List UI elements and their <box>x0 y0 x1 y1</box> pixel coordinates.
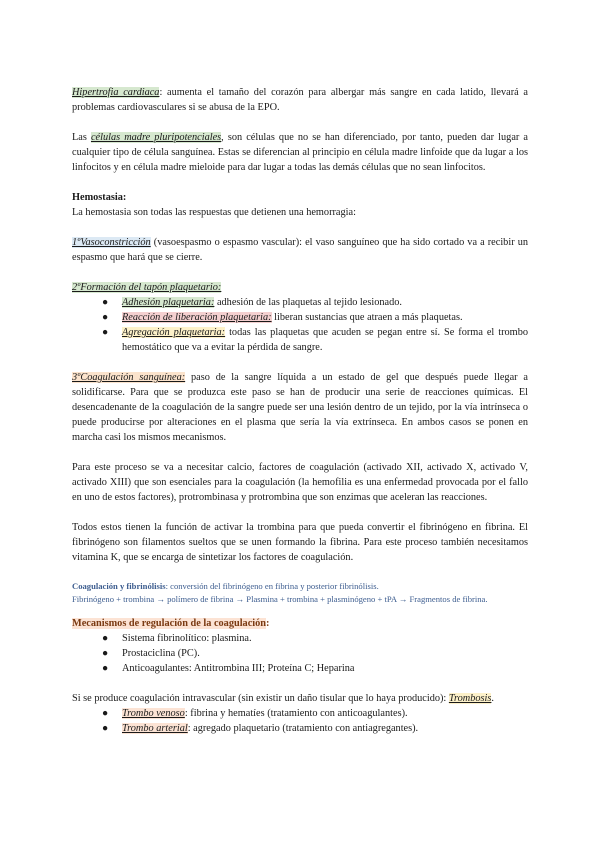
text-hemostasia-intro: La hemostasia son todas las respuestas que detienen una hemorragia: <box>72 207 356 218</box>
text-vasoconstriccion: (vasoespasmo o espasmo vascular): el vaso sanguíneo que ha sido cortado va a recibir un espasmo que hará que se cierre. <box>72 237 528 263</box>
text-reaccion: liberan sustancias que atraen a más plaquetas. <box>271 312 463 323</box>
term-trombosis: Trombosis <box>448 693 492 704</box>
list-tapon-plaquetario <box>72 295 528 355</box>
term-agregacion: Agregación plaquetaria: <box>122 327 226 338</box>
term-trombo-venoso: Trombo venoso <box>122 708 185 719</box>
bullet-icon: ● <box>102 312 109 323</box>
term-tapon-plaquetario: 2ºFormación del tapón plaquetario: <box>72 282 222 293</box>
term-mecanismos: Mecanismos de regulación de la coagulación <box>72 618 267 629</box>
bullet-icon: ● <box>102 663 109 674</box>
text-mecanismo: Sistema fibrinolítico: plasmina. <box>122 633 252 644</box>
text-trombosis-lead: Si se produce coagulación intravascular (sin existir un daño tisular que lo haya producido): <box>72 693 449 704</box>
text-mecanismo: Anticoagulantes: Antitrombina III; Proteína C; Heparina <box>122 663 355 674</box>
paragraph-coagulacion <box>72 370 528 445</box>
term-reaccion: Reacción de liberación plaquetaria: <box>122 312 272 323</box>
list-item-mecanismo <box>102 631 528 646</box>
note-text-1: : conversión del fibrinógeno en fibrina y posterior fibrinólisis. <box>165 581 379 591</box>
bullet-icon: ● <box>102 297 109 308</box>
note-title: Coagulación y fibrinólisis <box>72 581 166 591</box>
bullet-icon: ● <box>102 708 109 719</box>
text-mecanismo: Prostaciclina (PC). <box>122 648 200 659</box>
text-celulas-lead: Las <box>72 132 91 143</box>
list-item-mecanismo <box>102 661 528 676</box>
note-fibrinolisis <box>72 580 528 606</box>
term-celulas-madre: células madre pluripotenciales <box>90 132 222 143</box>
list-item-mecanismo <box>102 646 528 661</box>
text-trombo-venoso: : fibrina y hematíes (tratamiento con anticoagulantes). <box>184 708 408 719</box>
list-trombosis <box>72 706 528 736</box>
paragraph-vasoconstriccion <box>72 235 528 265</box>
term-coagulacion: 3ºCoagulación sanguínea: <box>72 372 186 383</box>
paragraph-calcio: Para este proceso se va a necesitar calcio, factores de coagulación (activado XII, activado X, activado V, activado XIII) que son esenciales para la coagulación (la hemofilia es una enfermedad provocada por el fallo en uno de estos factores), protrombinasa y protrombina que son enzimas que aceleran las reacciones. <box>72 462 528 503</box>
text-coagulacion: paso de la sangre líquida a un estado de gel que después puede llegar a solidificarse. Para que se produzca este paso se han de producir una serie de reacciones químicas. El desencadenante de la coagulación de la sangre puede ser una lesión dentro de un tejido, por la vía intrínseca o puede producirse por alteraciones en el plasma que sería la vía extrínseca. En ambos casos se ponen en marcha casi los mismos mecanismos. <box>72 372 528 443</box>
term-adhesion: Adhesión plaquetaria: <box>122 297 215 308</box>
term-vasoconstriccion: 1ºVasoconstricción <box>72 237 151 248</box>
list-item-agregacion <box>102 325 528 355</box>
heading-tapon-plaquetario <box>72 280 528 295</box>
list-item-reaccion <box>102 310 528 325</box>
paragraph-trombina: Todos estos tienen la función de activar la trombina para que pueda convertir el fibrinógeno en fibrina. El fibrinógeno son filamentos sueltos que se unen formando la fibrina. Para este proceso también necesitamos vitamina K, que se encarga de sintetizar los factores de coagulación. <box>72 522 528 563</box>
text-trombo-arterial: : agregado plaquetario (tratamiento con antiagregantes). <box>187 723 419 734</box>
bullet-icon: ● <box>102 723 109 734</box>
text-trombosis-end: . <box>491 693 494 704</box>
list-mecanismos <box>72 631 528 676</box>
list-item-trombo-arterial <box>102 721 528 736</box>
bullet-icon: ● <box>102 327 109 338</box>
text-agregacion: todas las plaquetas que acuden se pegan entre sí. Se forma el trombo hemostático que va a evitar la pérdida de sangre. <box>122 327 528 353</box>
paragraph-hipertrofia <box>72 85 528 115</box>
term-hipertrofia: Hipertrofia cardiaca <box>72 87 160 98</box>
mecanismos-colon: : <box>266 618 270 629</box>
paragraph-celulas-madre <box>72 130 528 175</box>
paragraph-trombosis <box>72 691 528 706</box>
note-line-2: Fibrinógeno + trombina → polímero de fibrina → Plasmina + trombina + plasminógeno + tPA → Fragmentos de fibrina. <box>72 594 488 604</box>
list-item-trombo-venoso <box>102 706 528 721</box>
list-item-adhesion <box>102 295 528 310</box>
bullet-icon: ● <box>102 648 109 659</box>
heading-mecanismos <box>72 616 528 631</box>
note-line-1 <box>72 580 528 593</box>
text-hipertrofia: : aumenta el tamaño del corazón para albergar más sangre en cada latido, llevará a problemas cardiovasculares si se abusa de la EPO. <box>72 87 528 113</box>
text-adhesion: adhesión de las plaquetas al tejido lesionado. <box>214 297 402 308</box>
text-celulas-madre: , son células que no se han diferenciado, por tanto, pueden dar lugar a cualquier tipo de célula sanguínea. Estas se diferencian al principio en célula madre linfoide que da lugar a los linfocitos y en célula madre mieloide para dar lugar a todas las demás células que no sean linfocitos. <box>72 132 528 173</box>
heading-hemostasia: Hemostasia: <box>72 192 127 203</box>
bullet-icon: ● <box>102 633 109 644</box>
term-trombo-arterial: Trombo arterial <box>122 723 188 734</box>
